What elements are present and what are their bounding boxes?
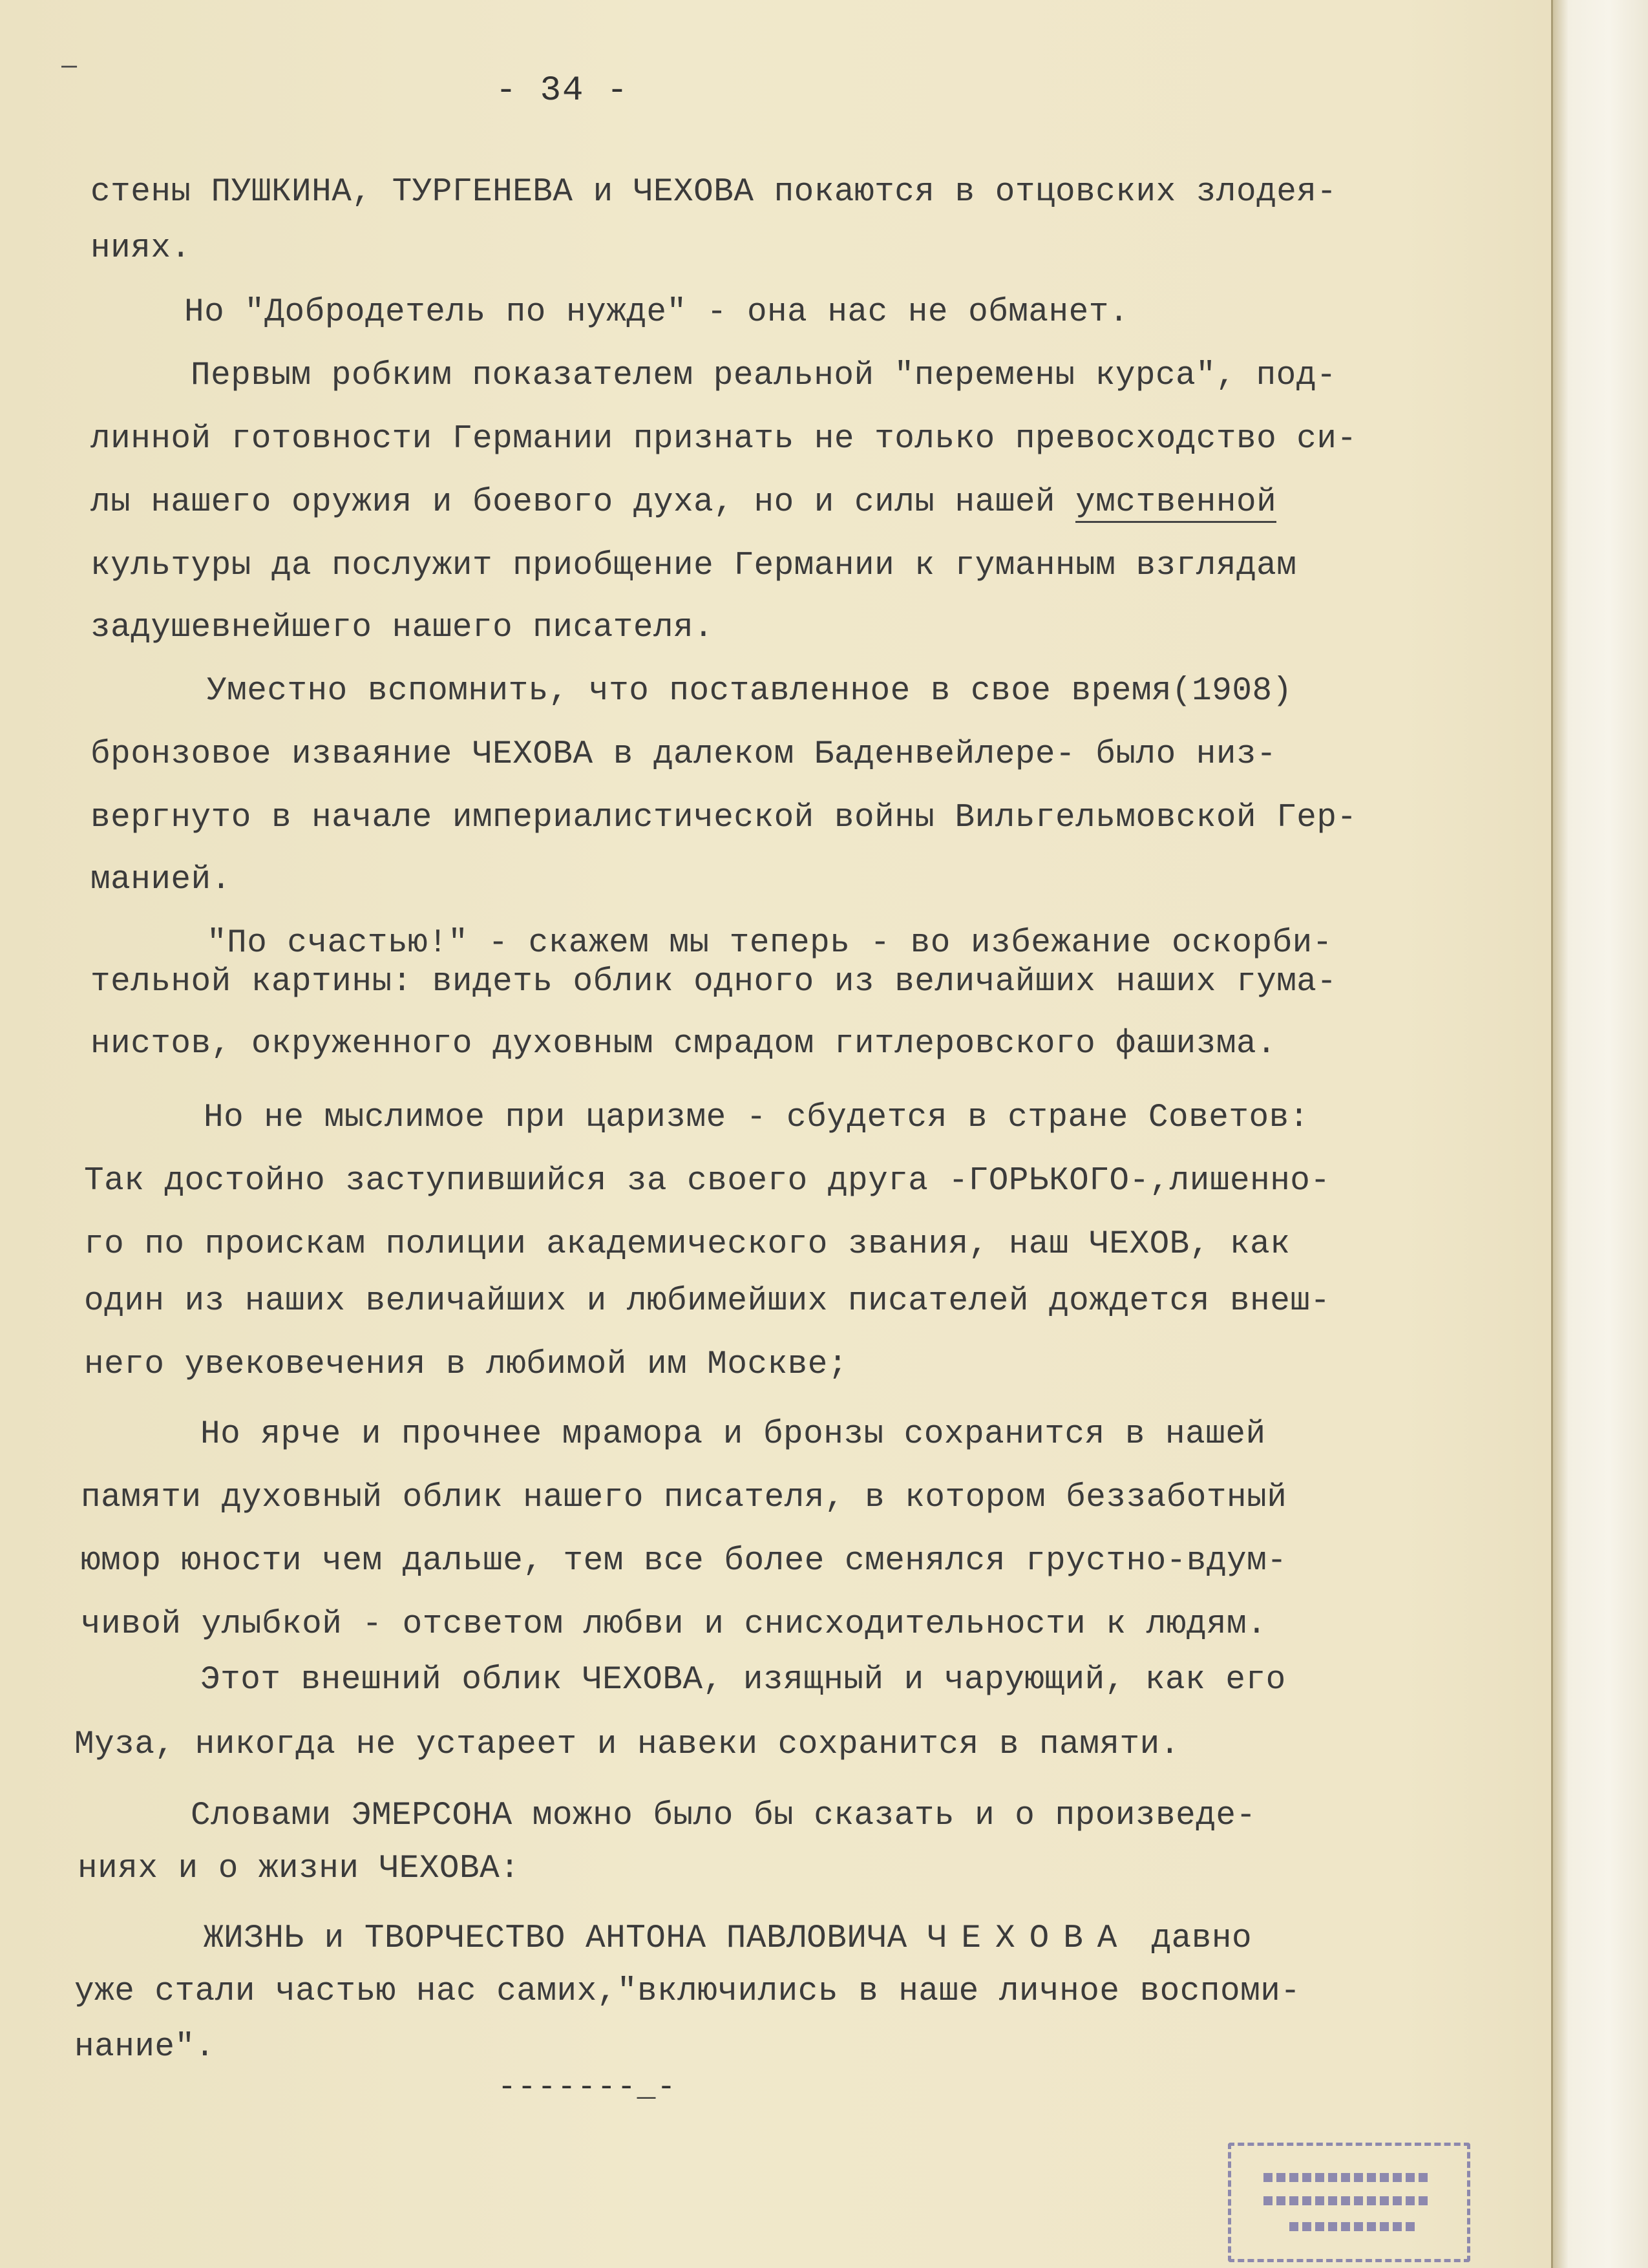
text-line: линной готовности Германии признать не только превосходство си- [90,421,1357,458]
text-line: ниях. [90,230,191,267]
stamp-text-bar [1263,2173,1431,2182]
text-line: го по проискам полиции академического звания, наш ЧЕХОВ, как [84,1226,1291,1263]
text-line: юмор юности чем дальше, тем все более сменялся грустно-вдум- [81,1543,1287,1580]
text-line: "По счастью!" - скажем мы теперь - во избежание оскорби- [207,925,1333,962]
page-edge-strip [1551,0,1648,2268]
archive-stamp [1228,2143,1470,2262]
text-line: задушевнейшего нашего писателя. [90,609,714,646]
underlined-word: умственной [1075,484,1276,523]
text-line: Словами ЭМЕРСОНА можно было бы сказать и о произведе- [191,1797,1256,1834]
text-line [90,483,1276,522]
corner-mark: – [61,50,78,80]
text-segment: давно [1131,1920,1252,1957]
text-line: Первым робким показателем реальной "перемены курса", под- [191,357,1336,394]
text-line: нистов, окруженного духовным смрадом гитлеровского фашизма. [90,1026,1277,1063]
text-line: чивой улыбкой - отсветом любви и снисходительности к людям. [81,1606,1267,1643]
text-line: манией. [90,862,231,898]
text-line: бронзовое изваяние ЧЕХОВА в далеком Баденвейлере- было низ- [90,736,1277,773]
text-line: тельной картины: видеть облик одного из величайших наших гума- [90,964,1337,1001]
text-segment: ЖИЗНЬ и ТВОРЧЕСТВО АНТОНА ПАВЛОВИЧА [204,1920,927,1957]
text-line: нание". [74,2029,215,2066]
text-line: Так достойно заступившийся за своего друга -ГОРЬКОГО-,лишенно- [84,1163,1331,1200]
text-line: стены ПУШКИНА, ТУРГЕНЕВА и ЧЕХОВА покаются в отцовских злодея- [90,174,1337,211]
text-line: Этот внешний облик ЧЕХОВА, изящный и чарующий, как его [200,1662,1286,1699]
text-line: Но ярче и прочнее мрамора и бронзы сохранится в нашей [200,1416,1266,1453]
text-line: вергнуто в начале империалистической войны Вильгельмовской Гер- [90,800,1357,836]
text-line: Но не мыслимое при царизме - сбудется в стране Советов: [204,1099,1309,1136]
stamp-text-bar [1289,2222,1419,2231]
text-line [204,1920,1252,1958]
text-line: ниях и о жизни ЧЕХОВА: [78,1850,520,1887]
spaced-name: ЧЕХОВА [927,1920,1132,1957]
text-segment: лы нашего оружия и боевого духа, но и силы нашей [90,484,1076,521]
text-line: памяти духовный облик нашего писателя, в котором беззаботный [81,1479,1287,1516]
text-line: Уместно вспомнить, что поставленное в свое время(1908) [207,673,1293,710]
page-number: - 34 - [495,71,629,111]
end-separator: -------_- [498,2070,677,2105]
text-line: культуры да послужит приобщение Германии к гуманным взглядам [90,547,1297,584]
text-line: уже стали частью нас самих,"включились в наше личное воспоми- [74,1973,1301,2010]
text-line: Муза, никогда не устареет и навеки сохранится в памяти. [74,1726,1180,1763]
text-line: него увековечения в любимой им Москве; [84,1346,848,1383]
text-line: один из наших величайших и любимейших писателей дождется внеш- [84,1283,1331,1320]
text-line: Но "Добродетель по нужде" - она нас не обманет. [184,294,1129,331]
stamp-text-bar [1263,2196,1431,2205]
